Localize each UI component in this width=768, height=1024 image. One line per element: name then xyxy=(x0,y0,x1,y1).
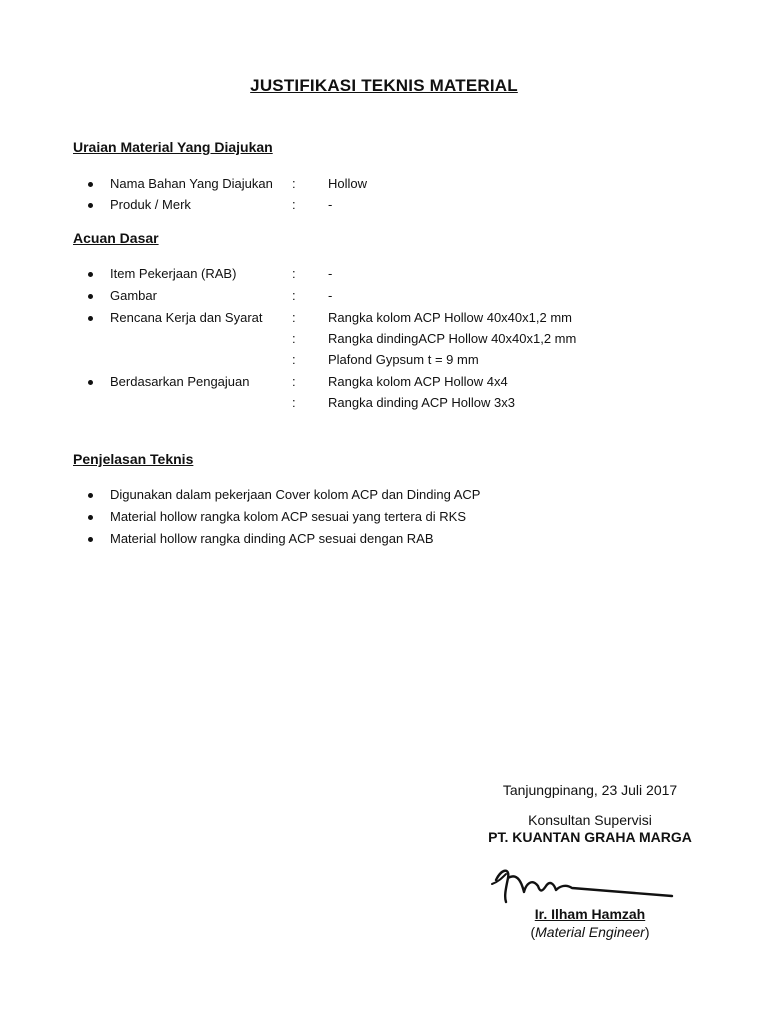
signer-name: Ir. Ilham Hamzah xyxy=(534,906,646,922)
item-value: Hollow xyxy=(328,176,368,191)
item-colon: : xyxy=(292,176,296,191)
item-label: Rencana Kerja dan Syarat xyxy=(110,310,263,325)
bullet-icon xyxy=(88,203,93,208)
list-item xyxy=(0,197,768,217)
bullet-icon xyxy=(88,182,93,187)
bullet-icon xyxy=(88,380,93,385)
title-close-paren: ) xyxy=(644,924,650,940)
list-item xyxy=(0,395,768,415)
title-open-paren: ( xyxy=(530,924,536,940)
item-colon: : xyxy=(292,288,296,303)
item-text: Digunakan dalam pekerjaan Cover kolom ACP dan Dinding ACP xyxy=(110,487,481,502)
item-colon: : xyxy=(292,352,296,367)
item-value: Rangka kolom ACP Hollow 40x40x1,2 mm xyxy=(328,310,572,325)
item-value: Rangka dinding ACP Hollow 3x3 xyxy=(328,395,515,410)
list-item xyxy=(0,266,768,286)
list-item xyxy=(0,288,768,308)
item-label: Nama Bahan Yang Diajukan xyxy=(110,176,273,191)
item-label: Gambar xyxy=(110,288,157,303)
section-heading-acuan: Acuan Dasar xyxy=(73,230,159,246)
item-value: - xyxy=(328,197,333,212)
section-heading-penjelasan: Penjelasan Teknis xyxy=(73,451,194,467)
bullet-icon xyxy=(88,316,93,321)
item-colon: : xyxy=(292,374,296,389)
bullet-icon xyxy=(88,493,93,498)
signer-role: Konsultan Supervisi xyxy=(528,812,652,828)
list-item xyxy=(0,487,768,507)
item-label: Item Pekerjaan (RAB) xyxy=(110,266,237,281)
item-text: Material hollow rangka kolom ACP sesuai yang tertera di RKS xyxy=(110,509,466,524)
item-value: Rangka kolom ACP Hollow 4x4 xyxy=(328,374,508,389)
list-item xyxy=(0,176,768,196)
item-colon: : xyxy=(292,266,296,281)
item-colon: : xyxy=(292,331,296,346)
list-item xyxy=(0,509,768,529)
item-colon: : xyxy=(292,310,296,325)
item-text: Material hollow rangka dinding ACP sesuai dengan RAB xyxy=(110,531,434,546)
company-name: PT. KUANTAN GRAHA MARGA xyxy=(488,829,692,845)
list-item xyxy=(0,310,768,330)
bullet-icon xyxy=(88,537,93,542)
section-heading-uraian: Uraian Material Yang Diajukan xyxy=(73,139,273,155)
item-value: - xyxy=(328,266,333,281)
item-value: Plafond Gypsum t = 9 mm xyxy=(328,352,479,367)
item-value: - xyxy=(328,288,333,303)
item-colon: : xyxy=(292,395,296,410)
signer-title xyxy=(470,924,710,940)
list-item xyxy=(0,331,768,351)
bullet-icon xyxy=(88,294,93,299)
item-colon: : xyxy=(292,197,296,212)
item-value: Rangka dindingACP Hollow 40x40x1,2 mm xyxy=(328,331,577,346)
document-title: JUSTIFIKASI TEKNIS MATERIAL xyxy=(250,76,518,95)
bullet-icon xyxy=(88,272,93,277)
bullet-icon xyxy=(88,515,93,520)
list-item xyxy=(0,374,768,394)
handwritten-signature xyxy=(488,862,678,912)
list-item xyxy=(0,352,768,372)
item-label: Produk / Merk xyxy=(110,197,191,212)
item-label: Berdasarkan Pengajuan xyxy=(110,374,250,389)
place-date: Tanjungpinang, 23 Juli 2017 xyxy=(502,782,678,798)
list-item xyxy=(0,531,768,551)
signer-title-text: Material Engineer xyxy=(535,924,645,940)
